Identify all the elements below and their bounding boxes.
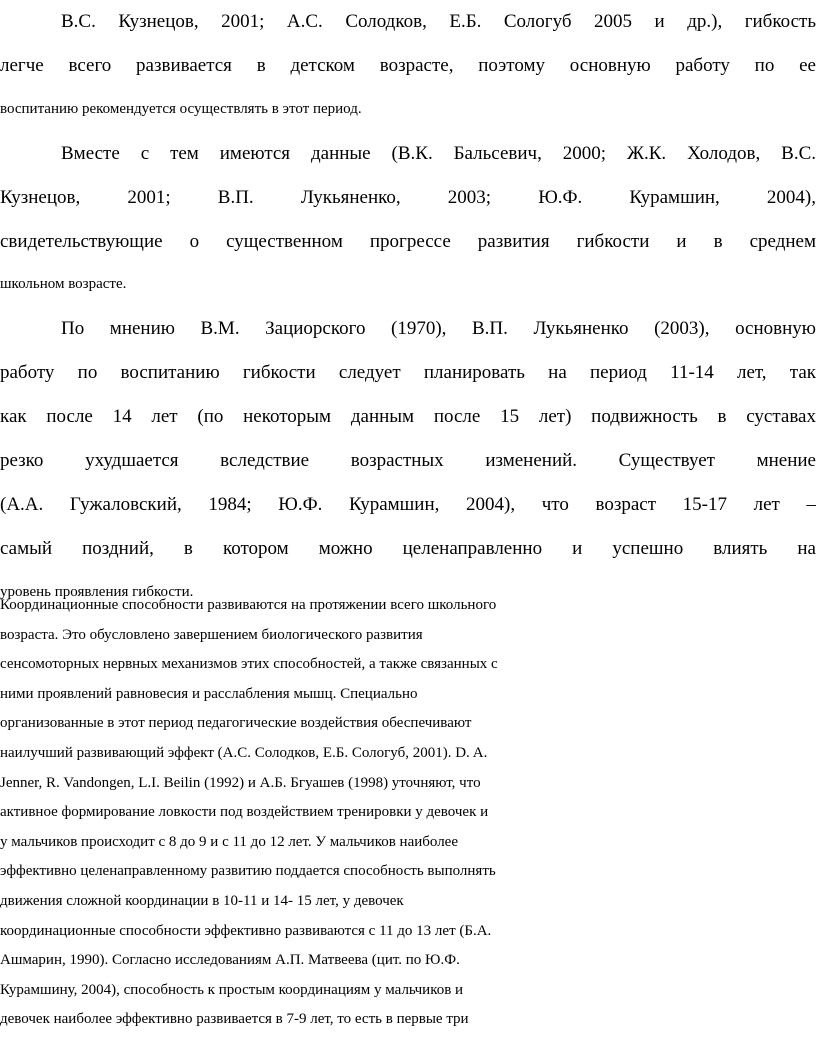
text-line: Jenner, R. Vandongen, L.I. Beilin (1992) и А.Б. Бгуашев (1998) уточняют, что: [0, 774, 481, 791]
text-line: Вместе с тем имеются данные (В.К. Бальсевич, 2000; Ж.К. Холодов, В.С.: [61, 142, 816, 164]
text-line: координационные способности эффективно развиваются с 11 до 13 лет (Б.А.: [0, 922, 492, 939]
text-line: воспитанию рекомендуется осуществлять в этот период.: [0, 100, 362, 117]
text-line: у мальчиков происходит с 8 до 9 и с 11 до 12 лет. У мальчиков наиболее: [0, 833, 458, 850]
text-line: эффективно целенаправленному развитию поддается способность выполнять: [0, 863, 496, 880]
text-line: свидетельствующие о существенном прогрессе развития гибкости и в среднем: [0, 230, 816, 252]
text-line: По мнению В.М. Зациорского (1970), В.П. Лукьяненко (2003), основную: [61, 318, 816, 340]
text-line: организованные в этот период педагогические воздействия обеспечивают: [0, 715, 472, 732]
text-line: Координационные способности развиваются на протяжении всего школьного: [0, 597, 497, 613]
text-line: легче всего развивается в детском возрасте, поэтому основную работу по ее: [0, 54, 816, 76]
paragraph-coordination-abilities: [0, 591, 816, 1035]
text-line: уровень проявления гибкости.: [0, 583, 194, 600]
text-line: работу по воспитанию гибкости следует планировать на период 11-14 лет, так: [0, 362, 816, 384]
text-line: ними проявлений равновесия и расслабления мышц. Специально: [0, 685, 418, 702]
paragraph-middle-school-data: [0, 132, 816, 308]
text-line: сенсомоторных нервных механизмов этих способностей, а также связанных с: [0, 656, 498, 673]
text-line: как после 14 лет (по некоторым данным после 15 лет) подвижность в суставах: [0, 406, 816, 428]
text-line: резко ухудшается вследствие возрастных изменений. Существует мнение: [0, 450, 816, 472]
text-line: самый поздний, в котором можно целенаправленно и успешно влиять на: [0, 537, 816, 559]
text-line: активное формирование ловкости под воздействием тренировки у девочек и: [0, 804, 489, 821]
text-line: В.С. Кузнецов, 2001; А.С. Солодков, Е.Б. Сологуб 2005 и др.), гибкость: [61, 11, 816, 32]
text-line: наилучший развивающий эффект (А.С. Солодков, Е.Б. Сологуб, 2001). D. A.: [0, 744, 488, 761]
text-line: Ашмарин, 1990). Согласно исследованиям А.П. Матвеева (цит. по Ю.Ф.: [0, 952, 460, 969]
text-line: девочек наиболее эффективно развивается в 7-9 лет, то есть в первые три: [0, 1011, 469, 1028]
text-line: Кузнецов, 2001; В.П. Лукьяненко, 2003; Ю.Ф. Курамшин, 2004),: [0, 186, 816, 208]
paragraph-zatsiorsky-opinion: [0, 307, 816, 614]
single-spaced-text-block: [0, 591, 816, 1035]
paragraph-flexibility-age: [0, 0, 816, 132]
text-line: возраста. Это обусловлено завершением биологического развития: [0, 626, 423, 643]
text-line: (А.А. Гужаловский, 1984; Ю.Ф. Курамшин, 2004), что возраст 15-17 лет –: [0, 493, 816, 515]
text-line: движения сложной координации в 10-11 и 14- 15 лет, у девочек: [0, 892, 404, 909]
text-line: Курамшину, 2004), способность к простым координациям у мальчиков и: [0, 981, 464, 998]
text-line: школьном возрасте.: [0, 276, 127, 293]
